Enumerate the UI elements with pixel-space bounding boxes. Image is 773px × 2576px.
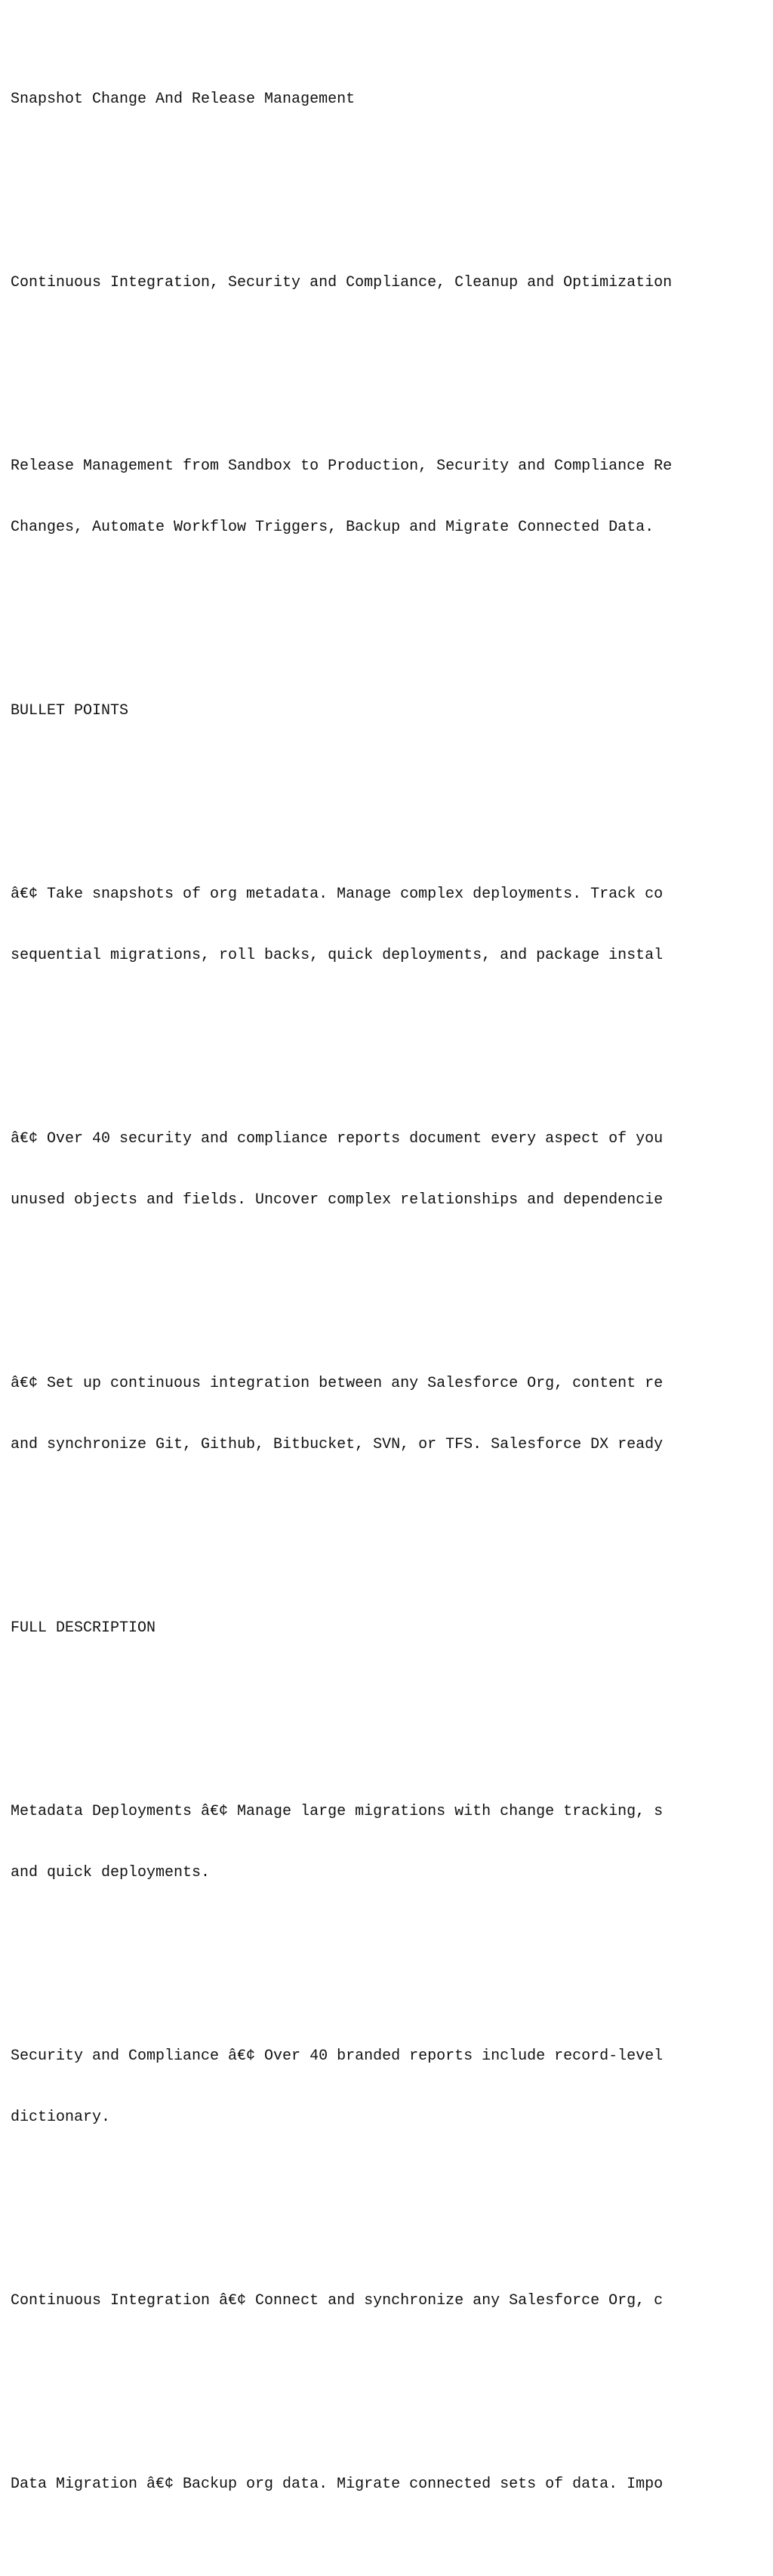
description-paragraph [11,2433,773,2535]
document-title: Snapshot Change And Release Management [11,91,356,108]
description-paragraph [11,2250,773,2352]
description-line: dictionary. [11,2109,111,2126]
tagline-block [11,232,773,334]
bullet-line: sequential migrations, roll backs, quick deployments, and package instal [11,947,664,964]
bullet-item [11,843,773,1006]
bullet-line: â€¢ Take snapshots of org metadata. Manage complex deployments. Track co [11,886,664,903]
summary-line: Changes, Automate Workflow Triggers, Backup and Migrate Connected Data. [11,519,654,536]
description-line: Data Migration â€¢ Backup org data. Migrate connected sets of data. Impo [11,2476,664,2493]
bullet-item [11,1333,773,1496]
bullet-item [11,1088,773,1251]
description-line: Security and Compliance â€¢ Over 40 branded reports include record-level [11,2048,664,2065]
description-line: Metadata Deployments â€¢ Manage large migrations with change tracking, s [11,1803,664,1820]
bullet-heading-block [11,660,773,762]
document-body [11,8,773,2576]
bullet-line: unused objects and fields. Uncover complex relationships and dependencie [11,1191,664,1209]
document-title-block [11,48,773,150]
description-line: Continuous Integration â€¢ Connect and synchronize any Salesforce Org, c [11,2292,664,2309]
bullet-line: â€¢ Set up continuous integration between any Salesforce Org, content re [11,1375,664,1392]
full-description-heading: FULL DESCRIPTION [11,1619,156,1637]
bullet-line: â€¢ Over 40 security and compliance reports document every aspect of you [11,1130,664,1148]
description-paragraph [11,1761,773,1924]
tagline: Continuous Integration, Security and Compliance, Cleanup and Optimization [11,274,673,291]
summary-line: Release Management from Sandbox to Production, Security and Compliance Re [11,458,673,475]
full-heading-block [11,1577,773,1679]
description-paragraph [11,2005,773,2168]
description-line: and quick deployments. [11,1864,211,1881]
summary-paragraph [11,415,773,578]
bullet-line: and synchronize Git, Github, Bitbucket, SVN, or TFS. Salesforce DX ready [11,1436,664,1453]
bullet-points-heading: BULLET POINTS [11,702,129,719]
